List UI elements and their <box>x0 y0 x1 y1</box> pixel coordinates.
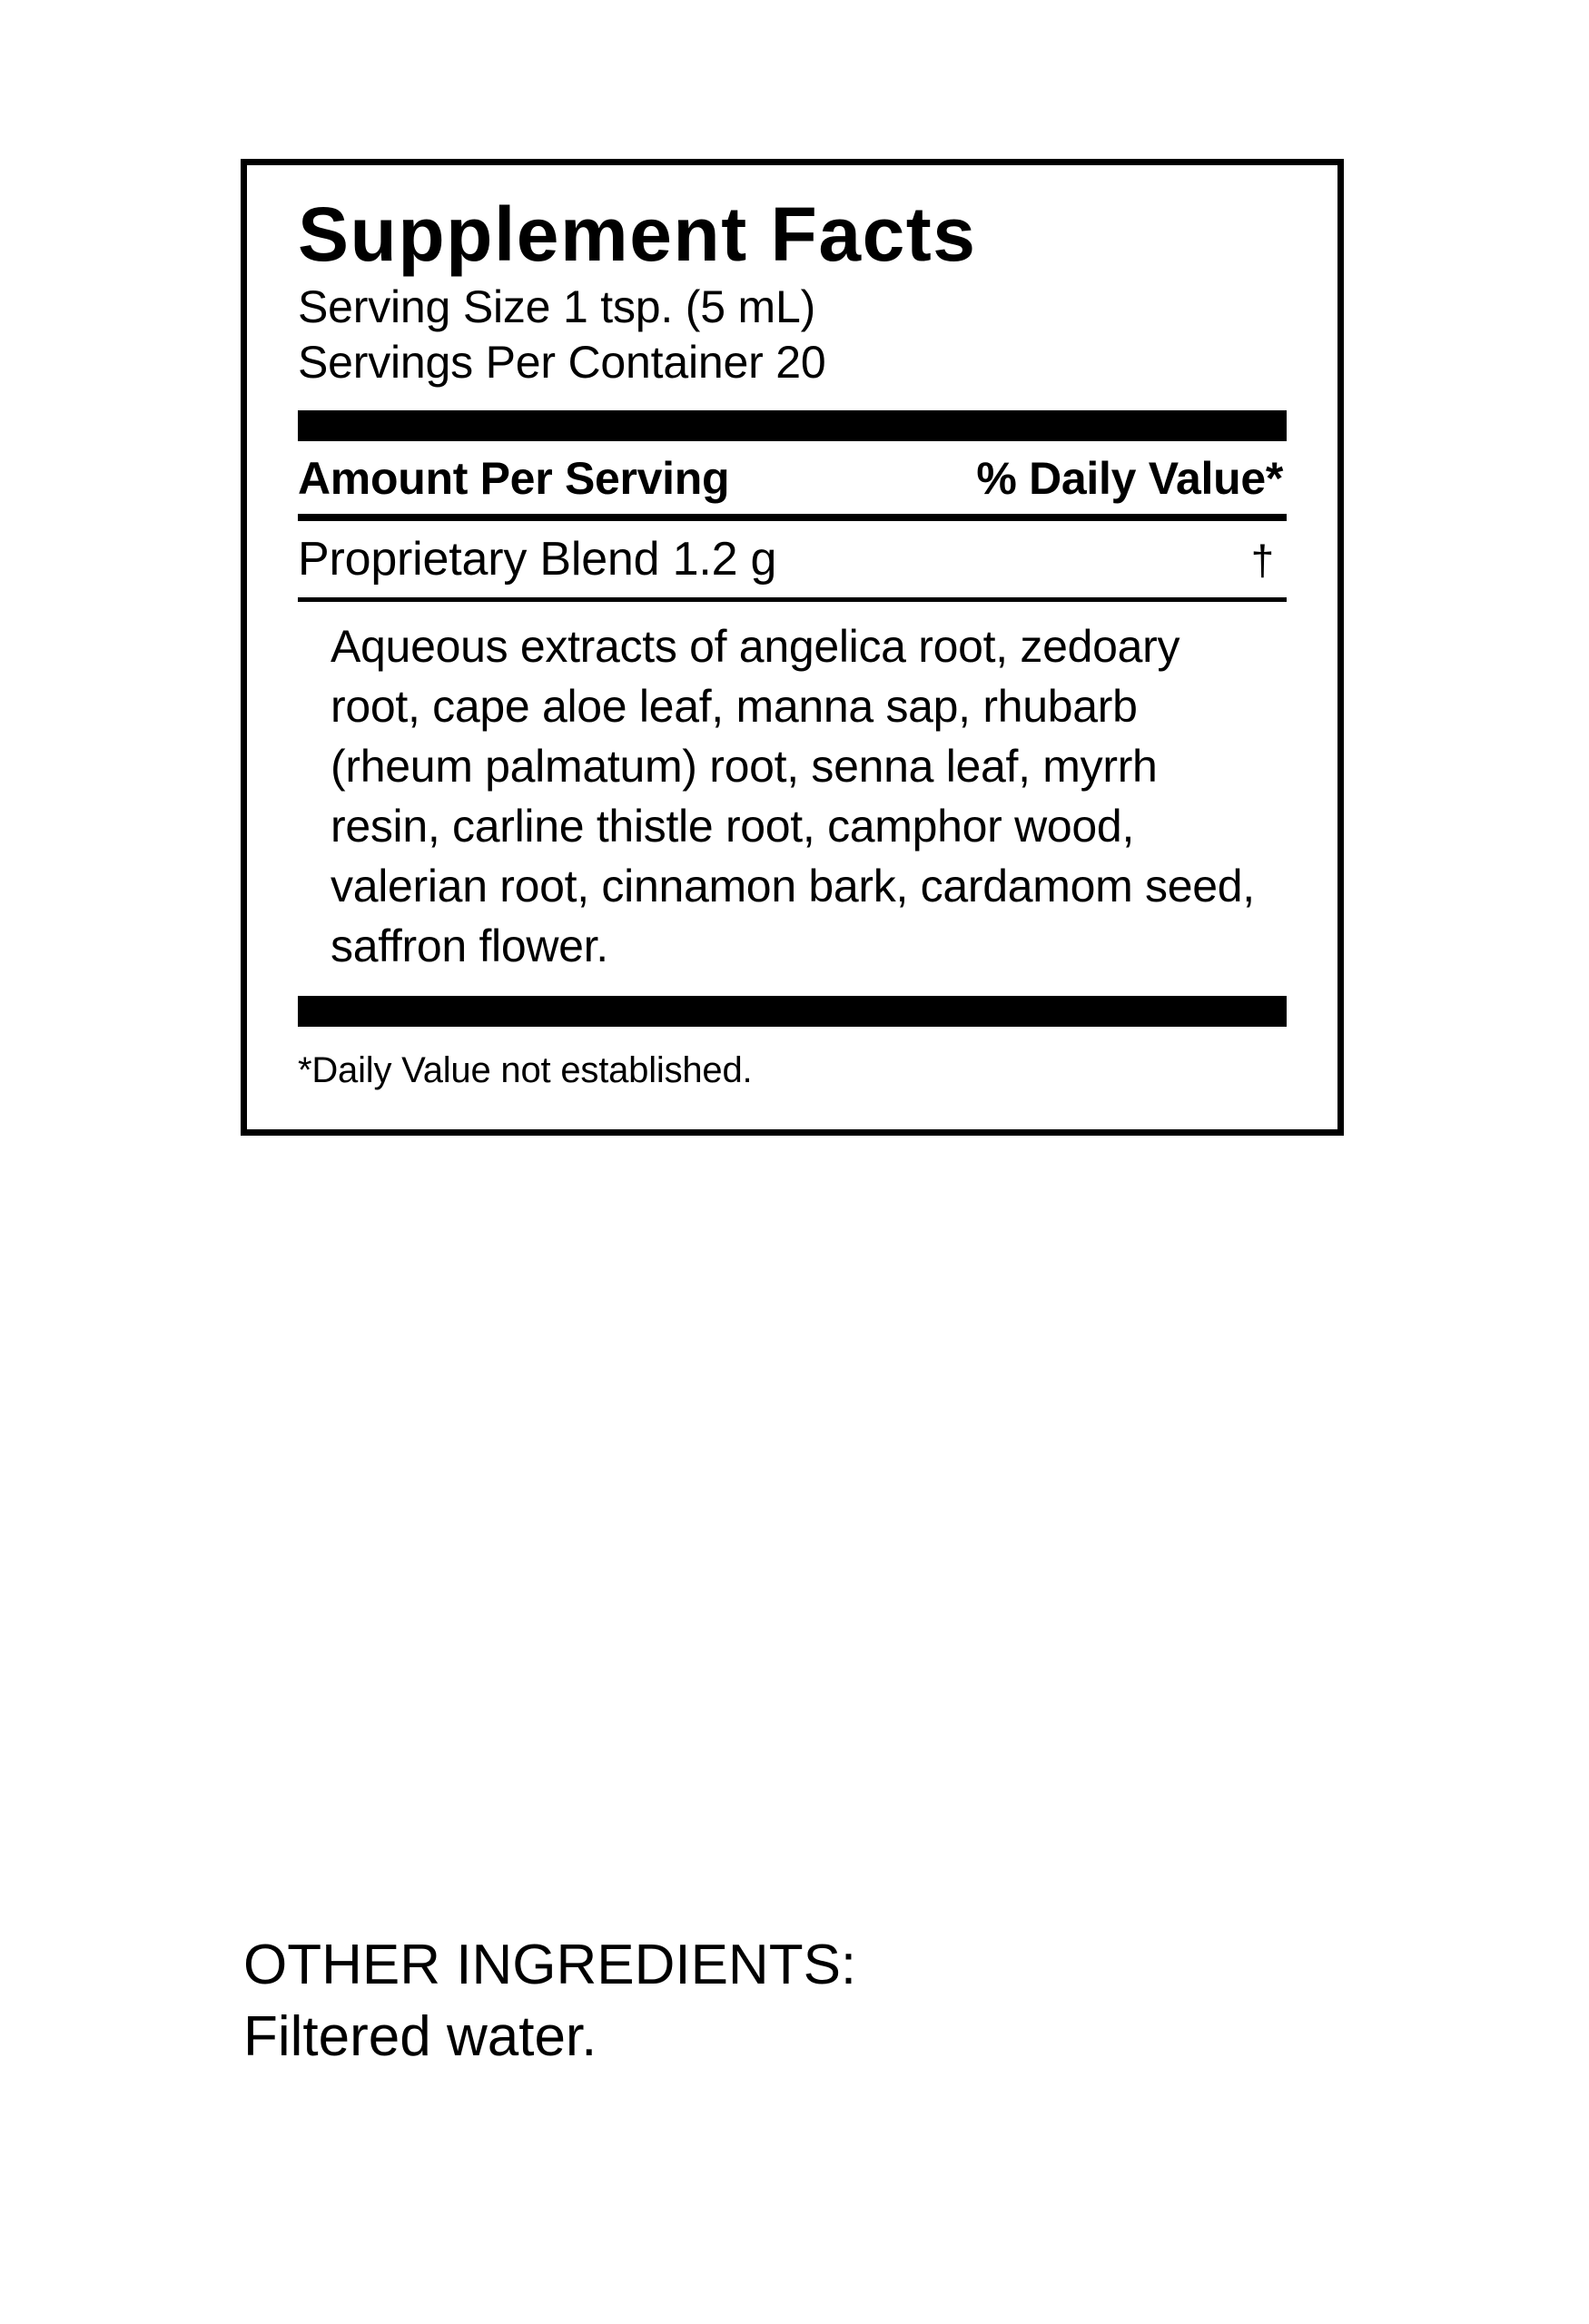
daily-value-footnote: *Daily Value not established. <box>298 1049 753 1090</box>
table-row <box>298 521 1287 597</box>
blend-ingredients-text: Aqueous extracts of angelica root, zedoary root, cape aloe leaf, manna sap, rhubarb (rheum palmatum) root, senna leaf, myrrh resin, carline thistle root, camphor wood, valerian root, cinnamon bark, cardamom seed, saffron flower. <box>331 620 1255 971</box>
other-ingredients-body: Filtered water. <box>243 2005 597 2069</box>
proprietary-blend-daily-value: † <box>1250 536 1274 584</box>
supplement-facts-panel <box>241 159 1344 1136</box>
divider-thick-top <box>298 410 1287 441</box>
serving-size-text: Serving Size 1 tsp. (5 mL) <box>298 281 816 332</box>
daily-value-header: % Daily Value* <box>976 452 1283 504</box>
table-header-row <box>298 441 1287 514</box>
other-ingredients-heading: OTHER INGREDIENTS: <box>243 1934 857 1996</box>
divider-medium-header <box>298 514 1287 521</box>
amount-per-serving-header: Amount Per Serving <box>298 452 730 504</box>
divider-thick-bottom <box>298 996 1287 1027</box>
page-title: Supplement Facts <box>298 192 977 277</box>
other-ingredients-block <box>243 1929 1378 2073</box>
proprietary-blend-label: Proprietary Blend 1.2 g <box>298 532 777 586</box>
supplement-facts-inner <box>291 192 1294 1091</box>
servings-per-container-text: Servings Per Container 20 <box>298 336 826 388</box>
